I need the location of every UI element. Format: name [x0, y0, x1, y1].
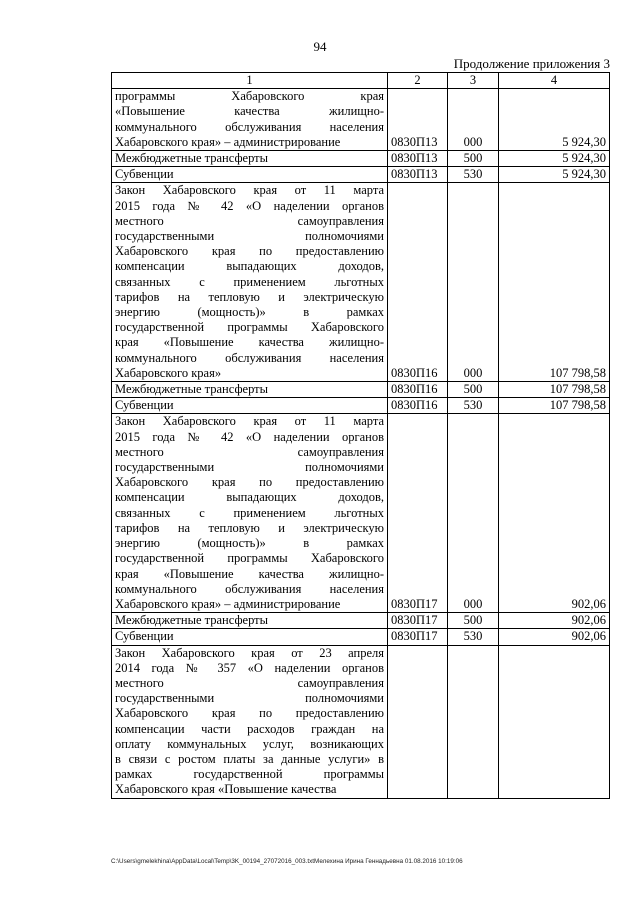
- row-name-line: местного самоуправления: [115, 675, 384, 690]
- table-row: [112, 645, 610, 798]
- row-name-line: местного самоуправления: [115, 213, 384, 228]
- row-code-cell: [388, 645, 448, 798]
- row-name-cell: [112, 382, 388, 398]
- row-name-cell: [112, 183, 388, 382]
- row-name-line: Межбюджетные трансферты: [115, 151, 269, 166]
- table-row: [112, 414, 610, 613]
- page-number: 94: [313, 39, 327, 54]
- row-name-line: государственной программы Хабаровского: [115, 320, 384, 335]
- row-name-line: тарифов на тепловую и электрическую: [115, 520, 384, 535]
- row-name-line: Закон Хабаровского края от 23 апреля: [115, 645, 384, 660]
- row-sum-cell: 902,06: [499, 414, 610, 613]
- row-name-line: Хабаровского края «Повышение качества: [115, 782, 337, 797]
- row-name-line: рамках государственной программы: [115, 767, 384, 782]
- table-header-row: [112, 73, 610, 89]
- row-name-line: Хабаровского края» – администрирование: [115, 134, 341, 149]
- row-vr-cell: 500: [448, 382, 499, 398]
- row-code-cell: 0830П17: [388, 629, 448, 645]
- row-name-line: местного самоуправления: [115, 444, 384, 459]
- row-name-line: коммунального обслуживания населения: [115, 350, 384, 365]
- row-name-cell: [112, 167, 388, 183]
- row-name-line: компенсации части расходов граждан на: [115, 721, 384, 736]
- row-code-cell: 0830П16: [388, 183, 448, 382]
- row-vr-cell: 000: [448, 183, 499, 382]
- appendix-table: [111, 72, 610, 799]
- row-vr-cell: 530: [448, 167, 499, 183]
- row-name-line: энергию (мощность)» в рамках: [115, 536, 384, 551]
- row-sum-cell: 5 924,30: [499, 89, 610, 151]
- row-name-line: Хабаровского края» – администрирование: [115, 596, 341, 611]
- row-name-line: компенсации выпадающих доходов,: [115, 490, 384, 505]
- row-name-cell: [112, 645, 388, 798]
- row-name-line: Закон Хабаровского края от 11 марта: [115, 183, 384, 198]
- row-sum-cell: 902,06: [499, 613, 610, 629]
- row-name-line: Межбюджетные трансферты: [115, 613, 269, 628]
- row-name-line: Субвенции: [115, 167, 174, 182]
- table-row: [112, 167, 610, 183]
- row-name-line: коммунального обслуживания населения: [115, 119, 384, 134]
- row-vr-cell: 500: [448, 613, 499, 629]
- row-name-line: энергию (мощность)» в рамках: [115, 305, 384, 320]
- row-name-line: тарифов на тепловую и электрическую: [115, 289, 384, 304]
- table-row: [112, 183, 610, 382]
- row-name-line: 2015 года № 42 «О наделении органов: [115, 429, 384, 444]
- row-sum-cell: 107 798,58: [499, 398, 610, 414]
- row-name-cell: [112, 89, 388, 151]
- row-vr-cell: 530: [448, 398, 499, 414]
- row-code-cell: 0830П17: [388, 613, 448, 629]
- row-code-cell: 0830П17: [388, 414, 448, 613]
- row-name-line: связанных с применением льготных: [115, 274, 384, 289]
- row-name-cell: [112, 151, 388, 167]
- row-vr-cell: 000: [448, 414, 499, 613]
- row-name-line: в связи с ростом платы за данные услуги» в: [115, 751, 384, 766]
- row-name-line: 2015 года № 42 «О наделении органов: [115, 198, 384, 213]
- row-vr-cell: [448, 645, 499, 798]
- row-name-cell: [112, 414, 388, 613]
- row-name-line: коммунального обслуживания населения: [115, 581, 384, 596]
- row-name-line: Субвенции: [115, 398, 174, 413]
- row-name-line: Хабаровского края по предоставлению: [115, 475, 384, 490]
- row-sum-cell: 5 924,30: [499, 167, 610, 183]
- row-sum-cell: 5 924,30: [499, 151, 610, 167]
- row-name-line: 2014 года № 357 «О наделении органов: [115, 660, 384, 675]
- table-row: [112, 151, 610, 167]
- row-name-line: государственными полномочиями: [115, 691, 384, 706]
- row-name-cell: [112, 629, 388, 645]
- table-row: [112, 398, 610, 414]
- row-code-cell: 0830П13: [388, 89, 448, 151]
- row-name-line: края «Повышение качества жилищно-: [115, 335, 384, 350]
- column-header-1: 1: [112, 73, 388, 89]
- column-header-2: 2: [388, 73, 448, 89]
- row-vr-cell: 530: [448, 629, 499, 645]
- row-name-line: Хабаровского края по предоставлению: [115, 244, 384, 259]
- row-code-cell: 0830П13: [388, 151, 448, 167]
- row-sum-cell: 902,06: [499, 629, 610, 645]
- footer-file-path: C:\Users\gmelekhina\AppData\Local\Temp\3K_00194_27072016_003.txtМелехина Ирина Геннадьевна 01.08.2016 10:19:06: [111, 858, 463, 865]
- row-sum-cell: 107 798,58: [499, 183, 610, 382]
- row-name-line: оплату коммунальных услуг, возникающих: [115, 736, 384, 751]
- row-name-line: компенсации выпадающих доходов,: [115, 259, 384, 274]
- row-name-line: Межбюджетные трансферты: [115, 382, 269, 397]
- table-row: [112, 89, 610, 151]
- row-name-line: Закон Хабаровского края от 11 марта: [115, 414, 384, 429]
- row-name-line: края «Повышение качества жилищно-: [115, 566, 384, 581]
- row-name-line: государственной программы Хабаровского: [115, 551, 384, 566]
- table-row: [112, 629, 610, 645]
- column-header-4: 4: [499, 73, 610, 89]
- row-code-cell: 0830П16: [388, 382, 448, 398]
- row-name-line: государственными полномочиями: [115, 460, 384, 475]
- row-name-line: Хабаровского края»: [115, 365, 222, 380]
- table-row: [112, 613, 610, 629]
- row-name-line: государственными полномочиями: [115, 229, 384, 244]
- table-row: [112, 382, 610, 398]
- continuation-label: Продолжение приложения 3: [453, 56, 610, 71]
- row-sum-cell: [499, 645, 610, 798]
- row-name-cell: [112, 613, 388, 629]
- row-name-line: Субвенции: [115, 629, 174, 644]
- row-sum-cell: 107 798,58: [499, 382, 610, 398]
- row-code-cell: 0830П16: [388, 398, 448, 414]
- row-vr-cell: 500: [448, 151, 499, 167]
- row-vr-cell: 000: [448, 89, 499, 151]
- row-name-line: «Повышение качества жилищно-: [115, 104, 384, 119]
- row-name-cell: [112, 398, 388, 414]
- row-name-line: программы Хабаровского края: [115, 89, 384, 104]
- row-name-line: связанных с применением льготных: [115, 505, 384, 520]
- row-name-line: Хабаровского края по предоставлению: [115, 706, 384, 721]
- column-header-3: 3: [448, 73, 499, 89]
- row-code-cell: 0830П13: [388, 167, 448, 183]
